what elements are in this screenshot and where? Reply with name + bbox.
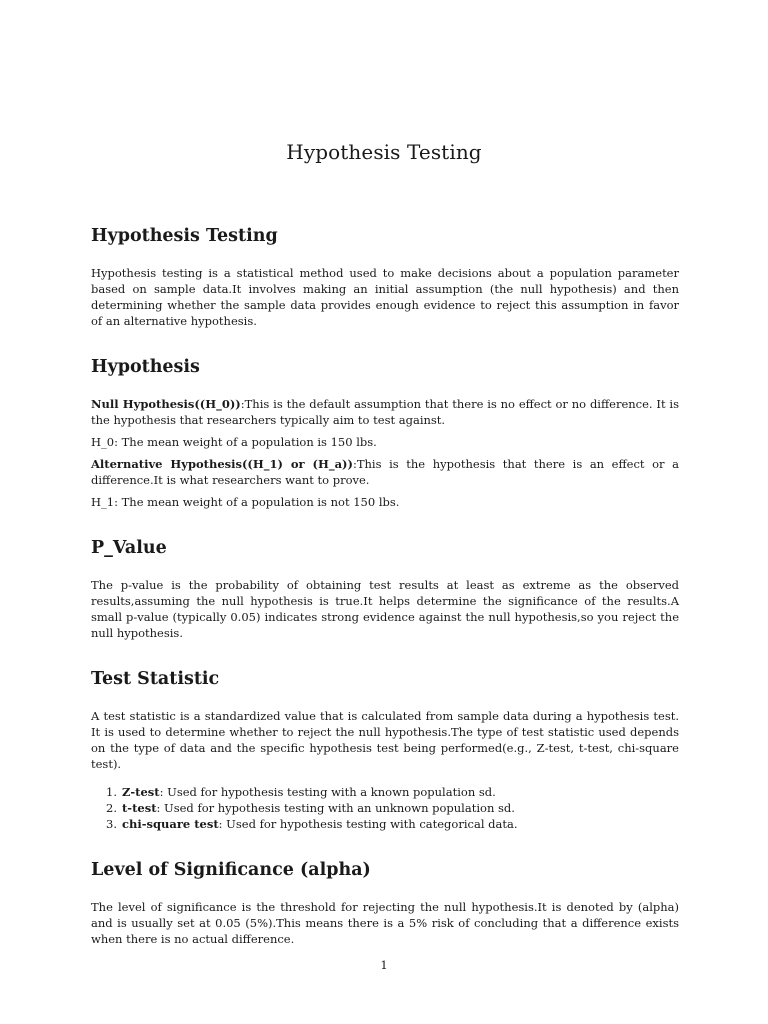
list-desc: : Used for hypothesis testing with an unknown population sd. [156, 801, 515, 815]
list-desc: : Used for hypothesis testing with a known population sd. [159, 785, 496, 799]
section-heading: Test Statistic [91, 669, 220, 689]
list-number: 3. [106, 817, 117, 831]
section-heading: Hypothesis Testing [91, 226, 278, 246]
document-body [91, 224, 679, 947]
list-term: chi-square test [122, 817, 219, 831]
list-number: 2. [106, 801, 117, 815]
paragraph: Hypothesis testing is a statistical method used to make decisions about a population parameter based on sample data.It involves making an initial assumption (the null hypothesis) and then determining whether the sample data provides enough evidence to reject this assumption in favor of an alternative hypothesis. [91, 266, 679, 328]
list-item [91, 800, 679, 816]
section-level-of-significance [91, 858, 679, 947]
list-item [91, 784, 679, 800]
alt-hypothesis-example: H_1: The mean weight of a population is not 150 lbs. [91, 495, 400, 509]
null-hypothesis-text: :This is the default assumption that there is no effect or no difference. It is the hypothesis that researchers typically aim to test against. [91, 397, 680, 427]
document-title: Hypothesis Testing [286, 140, 482, 164]
section-hypothesis [91, 355, 679, 510]
section-heading: P_Value [91, 538, 167, 558]
alt-hypothesis-paragraph [91, 456, 679, 488]
section-hypothesis-testing [91, 224, 679, 329]
null-hypothesis-example: H_0: The mean weight of a population is 150 lbs. [91, 435, 377, 449]
list-term: t-test [122, 801, 157, 815]
paragraph: The p-value is the probability of obtaining test results at least as extreme as the observed results,assuming the null hypothesis is true.It helps determine the significance of the results.A small p-value (typically 0.05) indicates strong evidence against the null hypothesis,so you reject the null hypothesis. [91, 578, 679, 640]
section-heading: Level of Significance (alpha) [91, 860, 371, 880]
section-test-statistic [91, 667, 679, 832]
section-p-value [91, 536, 679, 641]
list-number: 1. [106, 785, 117, 799]
null-hypothesis-label: Null Hypothesis((H_0)) [91, 397, 241, 411]
section-heading: Hypothesis [91, 357, 200, 377]
list-item [91, 816, 679, 832]
list-term: Z-test [122, 785, 160, 799]
list-desc: : Used for hypothesis testing with categorical data. [218, 817, 518, 831]
alt-hypothesis-text: :This is the hypothesis that there is an effect or a difference.It is what researchers want to prove. [91, 457, 680, 487]
paragraph: A test statistic is a standardized value that is calculated from sample data during a hypothesis test. It is used to determine whether to reject the null hypothesis.The type of test statistic used depends on the type of data and the specific hypothesis test being performed(e.g., Z-test, t-test, chi-square test). [91, 709, 679, 771]
paragraph: The level of significance is the threshold for rejecting the null hypothesis.It is denoted by (alpha) and is usually set at 0.05 (5%).This means there is a 5% risk of concluding that a difference exists when there is no actual difference. [91, 900, 679, 946]
page-number: 1 [380, 958, 388, 972]
null-hypothesis-paragraph [91, 396, 679, 428]
alt-hypothesis-label: Alternative Hypothesis((H_1) or (H_a)) [91, 457, 353, 471]
test-statistic-list [91, 784, 679, 832]
